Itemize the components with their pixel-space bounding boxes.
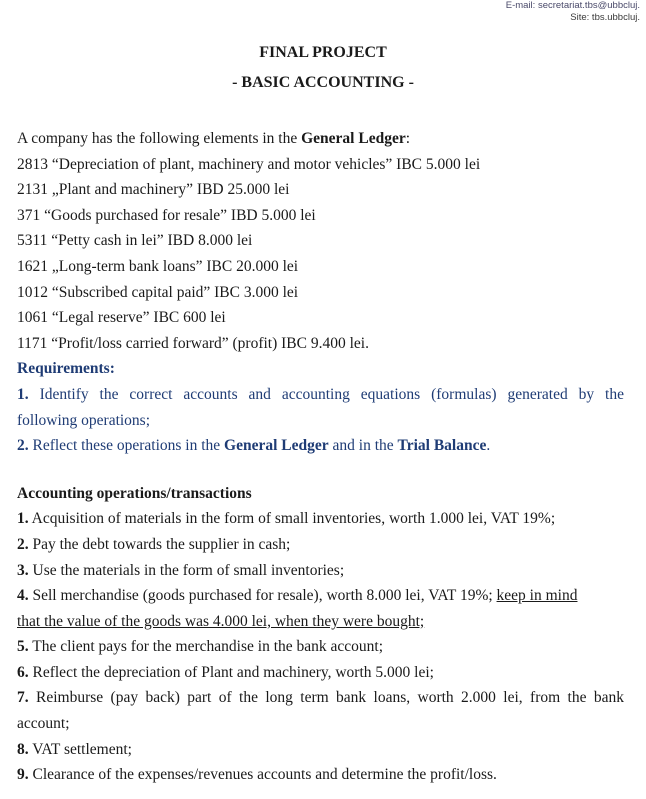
operation-4-line-1 bbox=[17, 583, 624, 609]
document-title: FINAL PROJECT bbox=[259, 44, 387, 61]
ledger-account: 1061 “Legal reserve” IBC 600 lei bbox=[17, 309, 226, 327]
operations-heading: Accounting operations/transactions bbox=[17, 484, 252, 502]
header-contact bbox=[506, 0, 640, 24]
requirement-1-number: 1. bbox=[17, 385, 29, 403]
intro-general-ledger: General Ledger bbox=[301, 130, 406, 147]
requirement-2-trial-balance: Trial Balance bbox=[397, 437, 487, 455]
document-subtitle: - BASIC ACCOUNTING - bbox=[232, 74, 414, 91]
operation-number: 6. bbox=[17, 663, 29, 681]
ledger-account: 371 “Goods purchased for resale” IBD 5.000 lei bbox=[17, 206, 316, 224]
section-gap bbox=[17, 459, 624, 481]
ledger-account: 5311 “Petty cash in lei” IBD 8.000 lei bbox=[17, 232, 253, 250]
operation-number: 5. bbox=[17, 638, 29, 656]
intro-prefix: A company has the following elements in the bbox=[17, 130, 302, 147]
operation-4-underlined-note: keep in mind bbox=[496, 587, 578, 605]
ledger-account: 1621 „Long-term bank loans” IBC 20.000 lei bbox=[17, 257, 299, 275]
ledger-account: 2813 “Depreciation of plant, machinery and motor vehicles” IBC 5.000 lei bbox=[17, 155, 481, 173]
operation-text: Reflect the depreciation of Plant and machinery, worth 5.000 lei; bbox=[32, 663, 434, 681]
requirement-2-number: 2. bbox=[17, 437, 29, 455]
operation-text: Clearance of the expenses/revenues accounts and determine the profit/loss. bbox=[32, 766, 497, 784]
operation-number: 4. bbox=[17, 587, 29, 605]
operation-number: 7. bbox=[17, 689, 29, 707]
intro-line bbox=[17, 126, 624, 152]
operation-text: Pay the debt towards the supplier in cash; bbox=[32, 535, 291, 553]
operation-7-line-2: account; bbox=[17, 715, 70, 733]
header-email: E-mail: secretariat.tbs@ubbcluj. bbox=[505, 0, 640, 11]
ledger-account: 1171 “Profit/loss carried forward” (profit) IBC 9.400 lei. bbox=[17, 334, 369, 352]
requirement-1-line-1 bbox=[17, 382, 624, 408]
operation-number: 3. bbox=[17, 561, 29, 579]
operation-text: Use the materials in the form of small inventories; bbox=[32, 561, 345, 579]
operation-number: 9. bbox=[17, 766, 29, 784]
requirement-2 bbox=[17, 433, 624, 459]
operation-text: The client pays for the merchandise in the bank account; bbox=[32, 638, 384, 656]
requirement-2-prefix: Reflect these operations in the bbox=[32, 437, 225, 455]
operation-9 bbox=[17, 762, 624, 788]
requirements-heading: Requirements: bbox=[17, 360, 115, 378]
operation-1 bbox=[17, 506, 624, 532]
operation-number: 2. bbox=[17, 535, 29, 553]
operation-7-line-1 bbox=[17, 685, 624, 711]
requirement-2-general-ledger: General Ledger bbox=[224, 437, 329, 455]
operation-text: Reimburse (pay back) part of the long term bank loans, worth 2.000 lei, from the bank bbox=[36, 689, 624, 707]
operation-8 bbox=[17, 737, 624, 763]
requirement-1-line-2: following operations; bbox=[17, 411, 151, 429]
ledger-account: 1012 “Subscribed capital paid” IBC 3.000 lei bbox=[17, 283, 299, 301]
operation-5 bbox=[17, 634, 624, 660]
operation-6 bbox=[17, 660, 624, 686]
requirement-1-text: Identify the correct accounts and accounting equations (formulas) generated by the bbox=[39, 385, 624, 403]
operation-2 bbox=[17, 532, 624, 558]
title-block bbox=[0, 42, 646, 94]
ledger-account: 2131 „Plant and machinery” IBD 25.000 lei bbox=[17, 181, 290, 199]
header-site: Site: tbs.ubbcluj. bbox=[570, 12, 640, 23]
operation-text: VAT settlement; bbox=[32, 740, 132, 758]
requirement-2-mid: and in the bbox=[328, 437, 398, 455]
operation-text: Acquisition of materials in the form of small inventories, worth 1.000 lei, VAT 19%; bbox=[31, 510, 556, 528]
requirement-2-suffix: . bbox=[486, 437, 491, 455]
operation-text: Sell merchandise (goods purchased for resale), worth 8.000 lei, VAT 19%; bbox=[32, 587, 497, 605]
operation-number: 8. bbox=[17, 740, 29, 758]
operation-4-line-2: that the value of the goods was 4.000 lei, when they were bought; bbox=[17, 612, 425, 630]
document-body bbox=[17, 126, 624, 788]
operation-3 bbox=[17, 558, 624, 584]
operation-number: 1. bbox=[17, 510, 29, 528]
intro-suffix: : bbox=[405, 130, 411, 147]
